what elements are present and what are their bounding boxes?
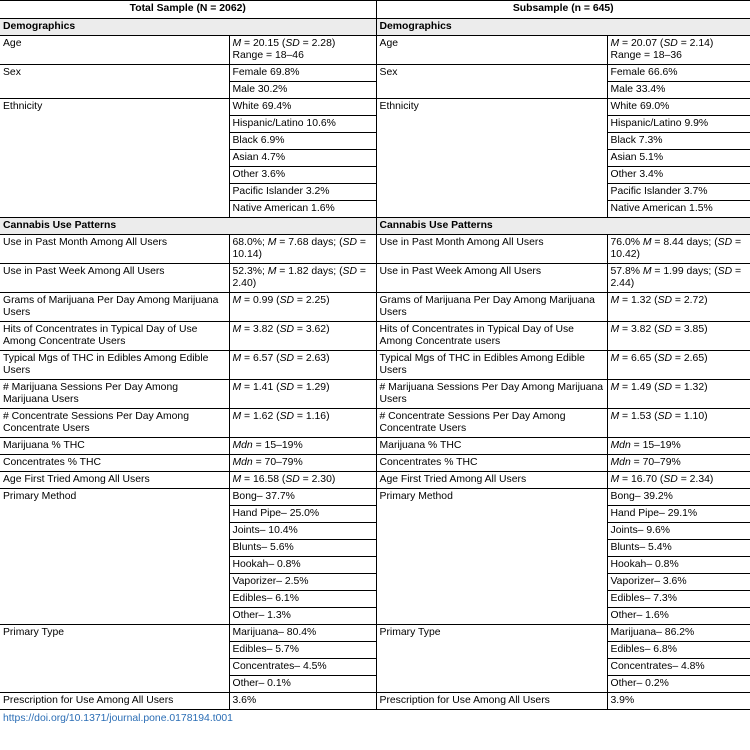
use-label-total: Use in Past Week Among All Users bbox=[0, 264, 229, 293]
section-heading: Cannabis Use Patterns bbox=[376, 218, 750, 235]
use-value-total: M = 6.57 (SD = 2.63) bbox=[229, 351, 376, 380]
age-mean-total: M = 20.15 (SD = 2.28) bbox=[232, 38, 336, 49]
use-label-sub: Age First Tried Among All Users bbox=[376, 472, 607, 489]
age-mean-sub: M = 20.07 (SD = 2.14) bbox=[610, 38, 714, 49]
use-value-sub: Mdn = 15–19% bbox=[607, 438, 750, 455]
rx-value-total: 3.6% bbox=[229, 693, 376, 710]
use-label-total: Hits of Concentrates in Typical Day of Use Among Concentrate Users bbox=[0, 322, 229, 351]
age-range-total: Range = 18–46 bbox=[232, 50, 304, 61]
use-value-sub: M = 1.49 (SD = 1.32) bbox=[607, 380, 750, 409]
ethnicity-value-total: White 69.4% bbox=[229, 99, 376, 116]
method-value-total: Bong– 37.7% bbox=[229, 489, 376, 506]
use-value-sub: M = 1.53 (SD = 1.10) bbox=[607, 409, 750, 438]
use-label-total: Grams of Marijuana Per Day Among Marijuana Users bbox=[0, 293, 229, 322]
use-label-sub: Marijuana % THC bbox=[376, 438, 607, 455]
use-value-sub: Mdn = 70–79% bbox=[607, 455, 750, 472]
type-value-total: Concentrates– 4.5% bbox=[229, 659, 376, 676]
use-label-total: # Concentrate Sessions Per Day Among Concentrate Users bbox=[0, 409, 229, 438]
use-label-sub: Hits of Concentrates in Typical Day of Use Among Concentrate users bbox=[376, 322, 607, 351]
use-label-sub: Concentrates % THC bbox=[376, 455, 607, 472]
use-label-total: Typical Mgs of THC in Edibles Among Edible Users bbox=[0, 351, 229, 380]
use-value-sub: 76.0% M = 8.44 days; (SD = 10.42) bbox=[607, 235, 750, 264]
method-value-sub: Joints– 9.6% bbox=[607, 523, 750, 540]
use-value-total: Mdn = 70–79% bbox=[229, 455, 376, 472]
ethnicity-value-sub: Other 3.4% bbox=[607, 167, 750, 184]
method-value-total: Edibles– 6.1% bbox=[229, 591, 376, 608]
header-subsample: Subsample (n = 645) bbox=[376, 1, 750, 19]
ethnicity-label-total: Ethnicity bbox=[0, 99, 229, 218]
ethnicity-value-total: Asian 4.7% bbox=[229, 150, 376, 167]
use-value-sub: 57.8% M = 1.99 days; (SD = 2.44) bbox=[607, 264, 750, 293]
ethnicity-value-sub: Asian 5.1% bbox=[607, 150, 750, 167]
use-label-total: # Marijuana Sessions Per Day Among Marijuana Users bbox=[0, 380, 229, 409]
ethnicity-label-sub: Ethnicity bbox=[376, 99, 607, 218]
type-value-total: Edibles– 5.7% bbox=[229, 642, 376, 659]
ethnicity-value-sub: Black 7.3% bbox=[607, 133, 750, 150]
method-value-sub: Hookah– 0.8% bbox=[607, 557, 750, 574]
age-label-total: Age bbox=[0, 36, 229, 65]
header-total-sample: Total Sample (N = 2062) bbox=[0, 1, 376, 19]
use-label-total: Concentrates % THC bbox=[0, 455, 229, 472]
age-value-sub bbox=[607, 36, 750, 65]
use-value-sub: M = 3.82 (SD = 3.85) bbox=[607, 322, 750, 351]
ethnicity-value-total: Other 3.6% bbox=[229, 167, 376, 184]
use-label-sub: # Concentrate Sessions Per Day Among Concentrate Users bbox=[376, 409, 607, 438]
method-value-total: Vaporizer– 2.5% bbox=[229, 574, 376, 591]
ethnicity-value-total: Native American 1.6% bbox=[229, 201, 376, 218]
type-value-total: Other– 0.1% bbox=[229, 676, 376, 693]
method-value-sub: Edibles– 7.3% bbox=[607, 591, 750, 608]
ethnicity-value-sub: Native American 1.5% bbox=[607, 201, 750, 218]
ethnicity-value-sub: Hispanic/Latino 9.9% bbox=[607, 116, 750, 133]
method-value-sub: Hand Pipe– 29.1% bbox=[607, 506, 750, 523]
type-value-sub: Marijuana– 86.2% bbox=[607, 625, 750, 642]
use-value-total: 52.3%; M = 1.82 days; (SD = 2.40) bbox=[229, 264, 376, 293]
age-label-sub: Age bbox=[376, 36, 607, 65]
ethnicity-value-total: Pacific Islander 3.2% bbox=[229, 184, 376, 201]
type-label-sub: Primary Type bbox=[376, 625, 607, 693]
use-value-total: M = 1.62 (SD = 1.16) bbox=[229, 409, 376, 438]
method-value-sub: Other– 1.6% bbox=[607, 608, 750, 625]
use-value-total: M = 1.41 (SD = 1.29) bbox=[229, 380, 376, 409]
use-value-sub: M = 6.65 (SD = 2.65) bbox=[607, 351, 750, 380]
method-value-total: Other– 1.3% bbox=[229, 608, 376, 625]
use-label-sub: Grams of Marijuana Per Day Among Marijuana Users bbox=[376, 293, 607, 322]
type-value-sub: Other– 0.2% bbox=[607, 676, 750, 693]
use-label-total: Marijuana % THC bbox=[0, 438, 229, 455]
method-value-total: Hand Pipe– 25.0% bbox=[229, 506, 376, 523]
ethnicity-value-sub: Pacific Islander 3.7% bbox=[607, 184, 750, 201]
sex-value-sub: Male 33.4% bbox=[607, 82, 750, 99]
use-value-sub: M = 1.32 (SD = 2.72) bbox=[607, 293, 750, 322]
sex-label-total: Sex bbox=[0, 65, 229, 99]
type-value-total: Marijuana– 80.4% bbox=[229, 625, 376, 642]
rx-value-sub: 3.9% bbox=[607, 693, 750, 710]
section-heading: Demographics bbox=[0, 19, 376, 36]
method-label-total: Primary Method bbox=[0, 489, 229, 625]
method-label-sub: Primary Method bbox=[376, 489, 607, 625]
type-label-total: Primary Type bbox=[0, 625, 229, 693]
use-value-total: M = 3.82 (SD = 3.62) bbox=[229, 322, 376, 351]
section-heading: Demographics bbox=[376, 19, 750, 36]
sex-value-total: Male 30.2% bbox=[229, 82, 376, 99]
use-label-total: Use in Past Month Among All Users bbox=[0, 235, 229, 264]
use-value-total: Mdn = 15–19% bbox=[229, 438, 376, 455]
use-label-sub: # Marijuana Sessions Per Day Among Marijuana Users bbox=[376, 380, 607, 409]
ethnicity-value-total: Black 6.9% bbox=[229, 133, 376, 150]
use-value-sub: M = 16.70 (SD = 2.34) bbox=[607, 472, 750, 489]
method-value-sub: Bong– 39.2% bbox=[607, 489, 750, 506]
use-label-sub: Typical Mgs of THC in Edibles Among Edible Users bbox=[376, 351, 607, 380]
sex-value-sub: Female 66.6% bbox=[607, 65, 750, 82]
age-value-total bbox=[229, 36, 376, 65]
method-value-total: Joints– 10.4% bbox=[229, 523, 376, 540]
method-value-total: Hookah– 0.8% bbox=[229, 557, 376, 574]
use-value-total: M = 0.99 (SD = 2.25) bbox=[229, 293, 376, 322]
method-value-sub: Blunts– 5.4% bbox=[607, 540, 750, 557]
section-heading: Cannabis Use Patterns bbox=[0, 218, 376, 235]
sex-value-total: Female 69.8% bbox=[229, 65, 376, 82]
rx-label-total: Prescription for Use Among All Users bbox=[0, 693, 229, 710]
doi-link[interactable]: https://doi.org/10.1371/journal.pone.0178194.t001 bbox=[3, 713, 233, 724]
method-value-total: Blunts– 5.6% bbox=[229, 540, 376, 557]
use-label-total: Age First Tried Among All Users bbox=[0, 472, 229, 489]
type-value-sub: Concentrates– 4.8% bbox=[607, 659, 750, 676]
ethnicity-value-total: Hispanic/Latino 10.6% bbox=[229, 116, 376, 133]
rx-label-sub: Prescription for Use Among All Users bbox=[376, 693, 607, 710]
use-label-sub: Use in Past Month Among All Users bbox=[376, 235, 607, 264]
type-value-sub: Edibles– 6.8% bbox=[607, 642, 750, 659]
sex-label-sub: Sex bbox=[376, 65, 607, 99]
use-value-total: 68.0%; M = 7.68 days; (SD = 10.14) bbox=[229, 235, 376, 264]
ethnicity-value-sub: White 69.0% bbox=[607, 99, 750, 116]
method-value-sub: Vaporizer– 3.6% bbox=[607, 574, 750, 591]
use-label-sub: Use in Past Week Among All Users bbox=[376, 264, 607, 293]
use-value-total: M = 16.58 (SD = 2.30) bbox=[229, 472, 376, 489]
age-range-sub: Range = 18–36 bbox=[610, 50, 682, 61]
